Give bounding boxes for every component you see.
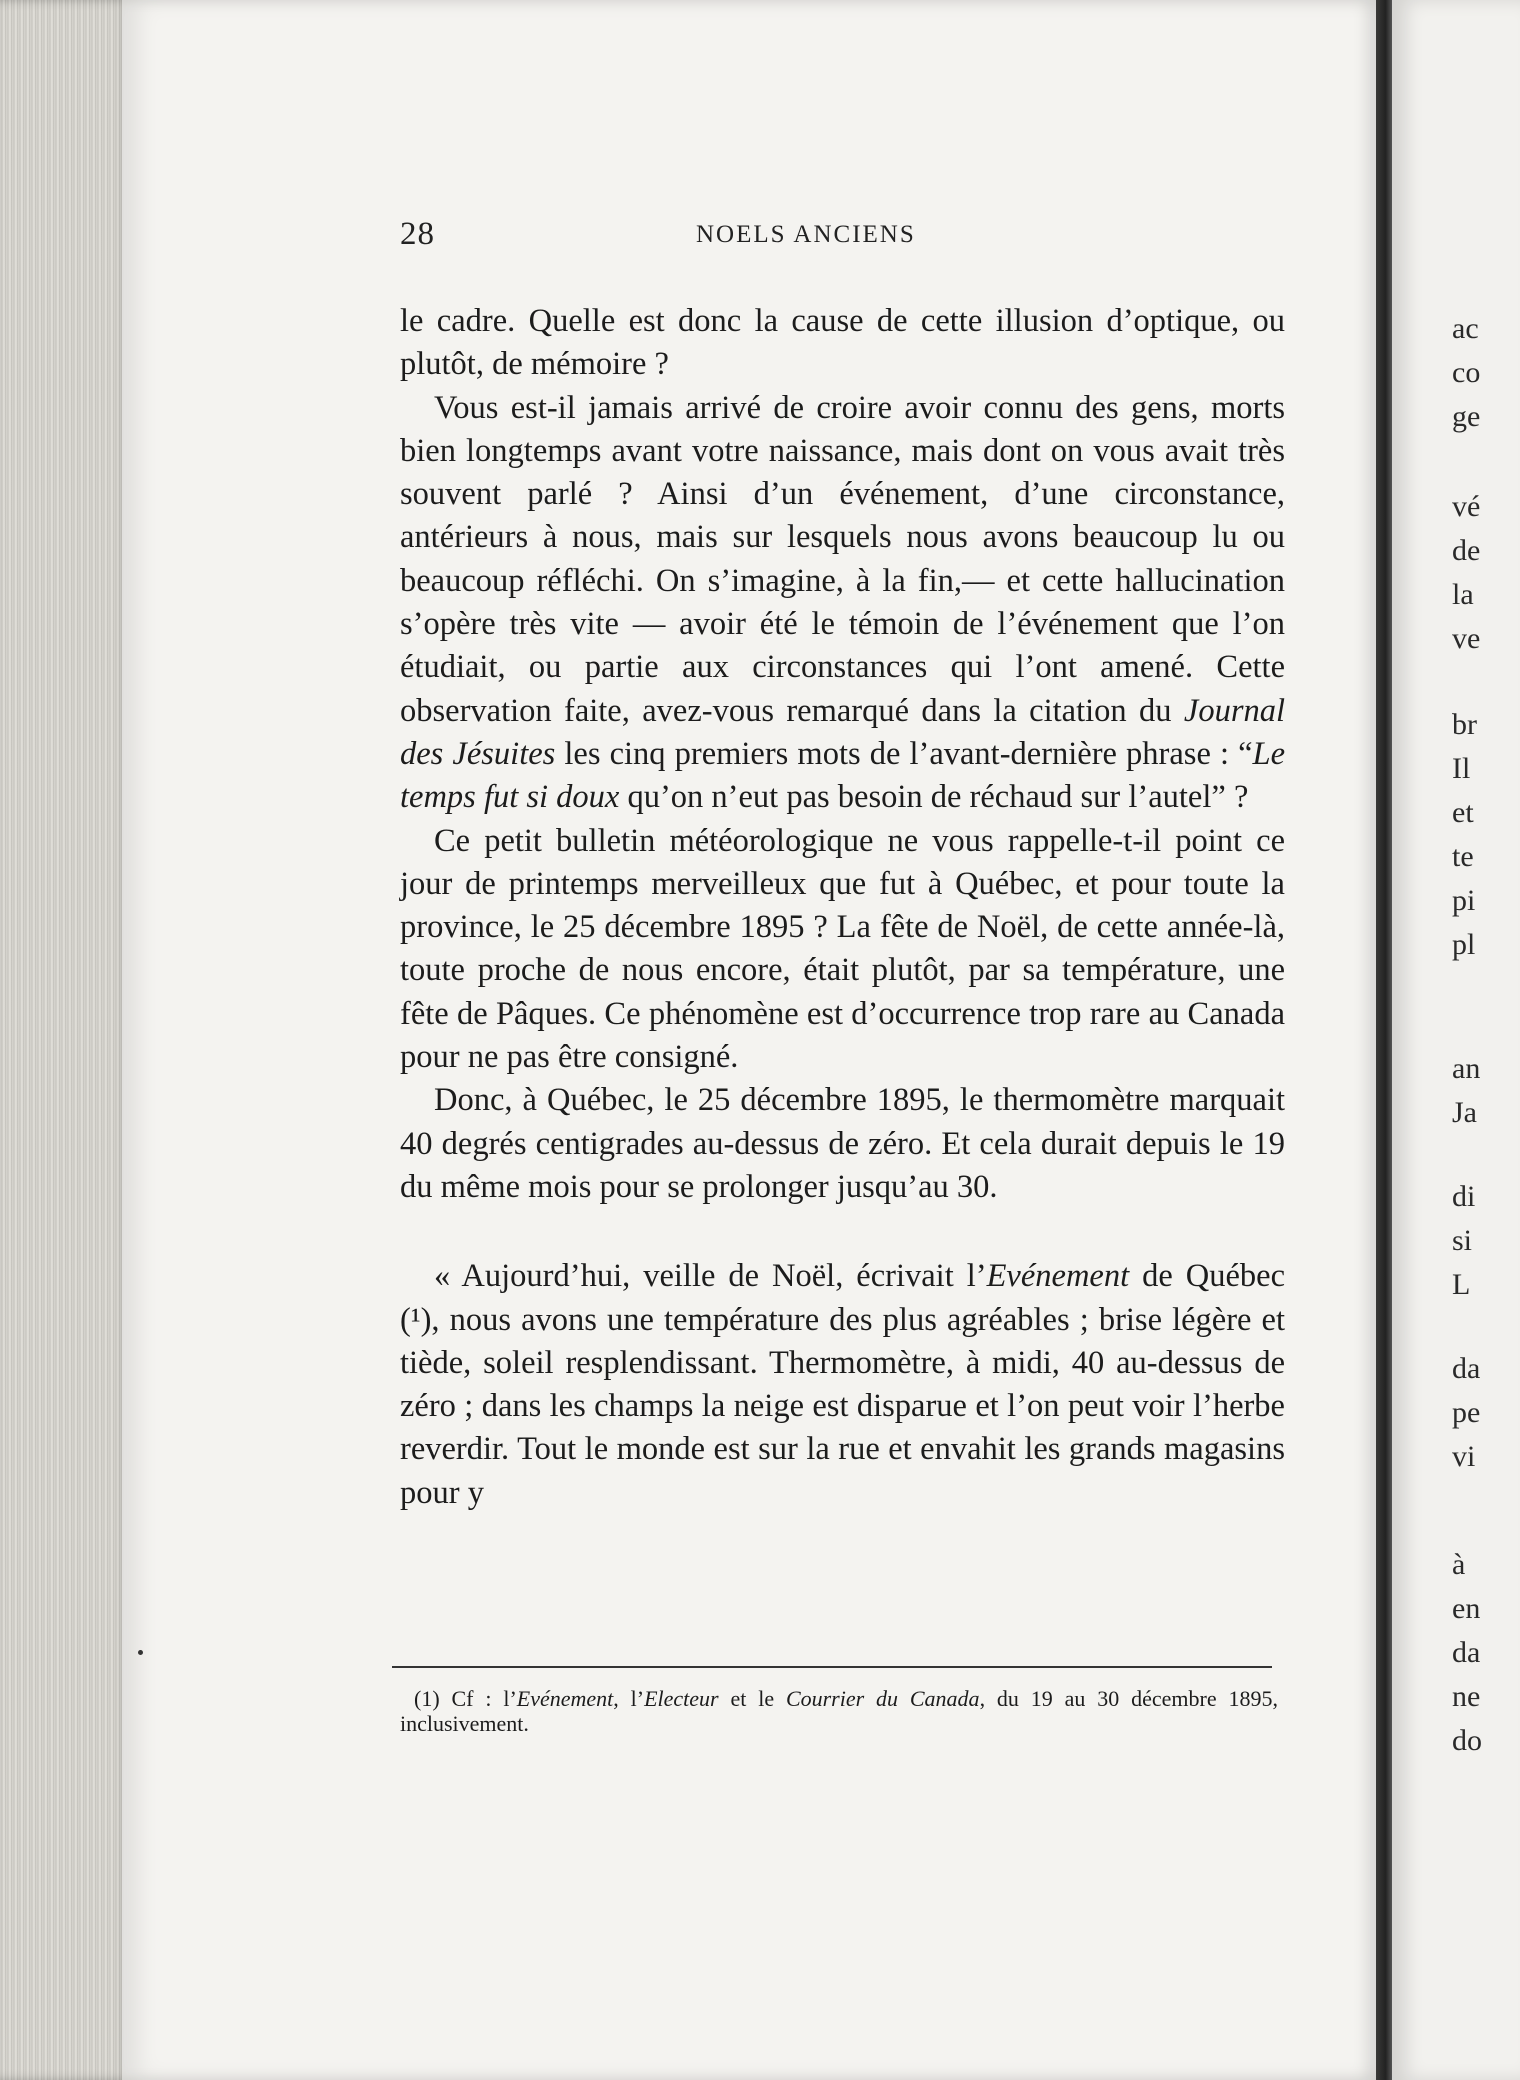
right-page-fragment: di [1452,1180,1476,1213]
paragraph-2-cont: les cinq premiers mots de l’avant-dernière phrase : “ [564,735,1253,772]
right-page-fragment: br [1452,708,1477,741]
right-page-fragment: an [1452,1052,1481,1085]
footnote-sep: et le [718,1686,786,1711]
footnote [400,1686,1278,1736]
page-number: 28 [400,216,435,252]
right-page-fragment: do [1452,1724,1482,1757]
journal-title: Journal des Jésuites [400,692,1285,772]
paragraph-4: Donc, à Québec, le 25 décembre 1895, le thermomètre marquait 40 degrés centigrades au-dessus de zéro. Et cela durait depuis le 19 du même mois pour se prolonger jusqu’au 30. [400,1082,1285,1205]
page-header [400,216,1290,256]
footnote-lead: (1) Cf : l’ [414,1686,517,1711]
right-page-fragment: ge [1452,400,1481,433]
right-page-fragment: vé [1452,490,1481,523]
paragraph-2-end: qu’on n’eut pas besoin de réchaud sur l’autel” ? [627,779,1249,816]
right-page-fragment: à [1452,1548,1466,1581]
footnote-electeur: Electeur [644,1686,719,1711]
right-page-fragment: et [1452,796,1474,829]
paragraph-5 [400,1255,1285,1515]
right-page-fragment: de [1452,534,1481,567]
right-page [1392,0,1520,2080]
footnote-sep: , l’ [613,1686,645,1711]
running-head: NOELS ANCIENS [696,221,916,248]
right-page-fragment: da [1452,1636,1481,1669]
right-page-fragment: da [1452,1352,1481,1385]
right-page-fragment: co [1452,356,1481,389]
right-page-fragment: ne [1452,1680,1481,1713]
newspaper-title: Evénement [986,1258,1130,1295]
right-page-fragment: ve [1452,622,1481,655]
right-page-fragment: te [1452,840,1474,873]
right-page-fragment: en [1452,1592,1481,1625]
paragraph-1: le cadre. Quelle est donc la cause de cette illusion d’optique, ou plutôt, de mémoire ? [400,303,1285,383]
right-page-fragment: ac [1452,312,1479,345]
right-page-fragment: Il [1452,752,1471,785]
paragraph-5-rest: de Québec (¹), nous avons une température des plus agréables ; brise légère et tiède, soleil resplendissant. Thermomètre, à midi, 40 au-dessus de zéro ; dans les champs la neige est disparue et l’on peut voir l’herbe reverdir. Tout le monde est sur la rue et envahit les grands magasins pour y [400,1258,1286,1511]
book-page-edges [0,0,130,2080]
footnote-tail: , du 19 au 30 décembre 1895, inclusivement. [400,1686,1278,1736]
paragraph-5-start: « Aujourd’hui, veille de Noël, écrivait l’ [434,1258,987,1295]
right-page-fragment: pl [1452,928,1476,961]
right-page-fragment: Ja [1452,1096,1477,1129]
right-page-fragment: pi [1452,884,1476,917]
footnote-text [400,1686,1278,1736]
paragraph-2 [400,387,1285,820]
right-page-fragment: si [1452,1224,1473,1257]
body-text [400,300,1285,1515]
paragraph-2-text: Vous est-il jamais arrivé de croire avoir connu des gens, morts bien longtemps avant votre naissance, mais dont on vous avait très souvent parlé ? Ainsi d’un événement, d’une circonstance, antérieurs à nous, mais sur lesquels nous avons beaucoup lu ou beaucoup réfléchi. On s’imagine, à la fin,— et cette hallucination s’opère très vite — avoir été le témoin de l’événement que l’on étudiait, ou partie aux circonstances qui l’ont amené. Cette observation faite, avez-vous remarqué dans la citation du [400,389,1285,729]
right-page-fragment: vi [1452,1440,1476,1473]
footnote-courrier: Courrier du Canada [785,1686,980,1711]
footnote-evenement: Evénement [516,1686,614,1711]
right-page-fragment: L [1452,1268,1471,1301]
ink-speck [138,1650,143,1655]
quote-italic: Le temps fut si doux [400,735,1286,816]
right-page-fragment: pe [1452,1396,1481,1429]
footnote-rule [392,1666,1272,1668]
paragraph-3: Ce petit bulletin météorologique ne vous rappelle-t-il point ce jour de printemps merveilleux que fut à Québec, et pour toute la province, le 25 décembre 1895 ? La fête de Noël, de cette année-là, toute proche de nous encore, était plutôt, par sa température, une fête de Pâques. Ce phénomène est d’occurrence trop rare au Canada pour ne pas être consigné. [400,822,1285,1076]
book-gutter [1376,0,1392,2080]
right-page-fragment: la [1452,578,1474,611]
